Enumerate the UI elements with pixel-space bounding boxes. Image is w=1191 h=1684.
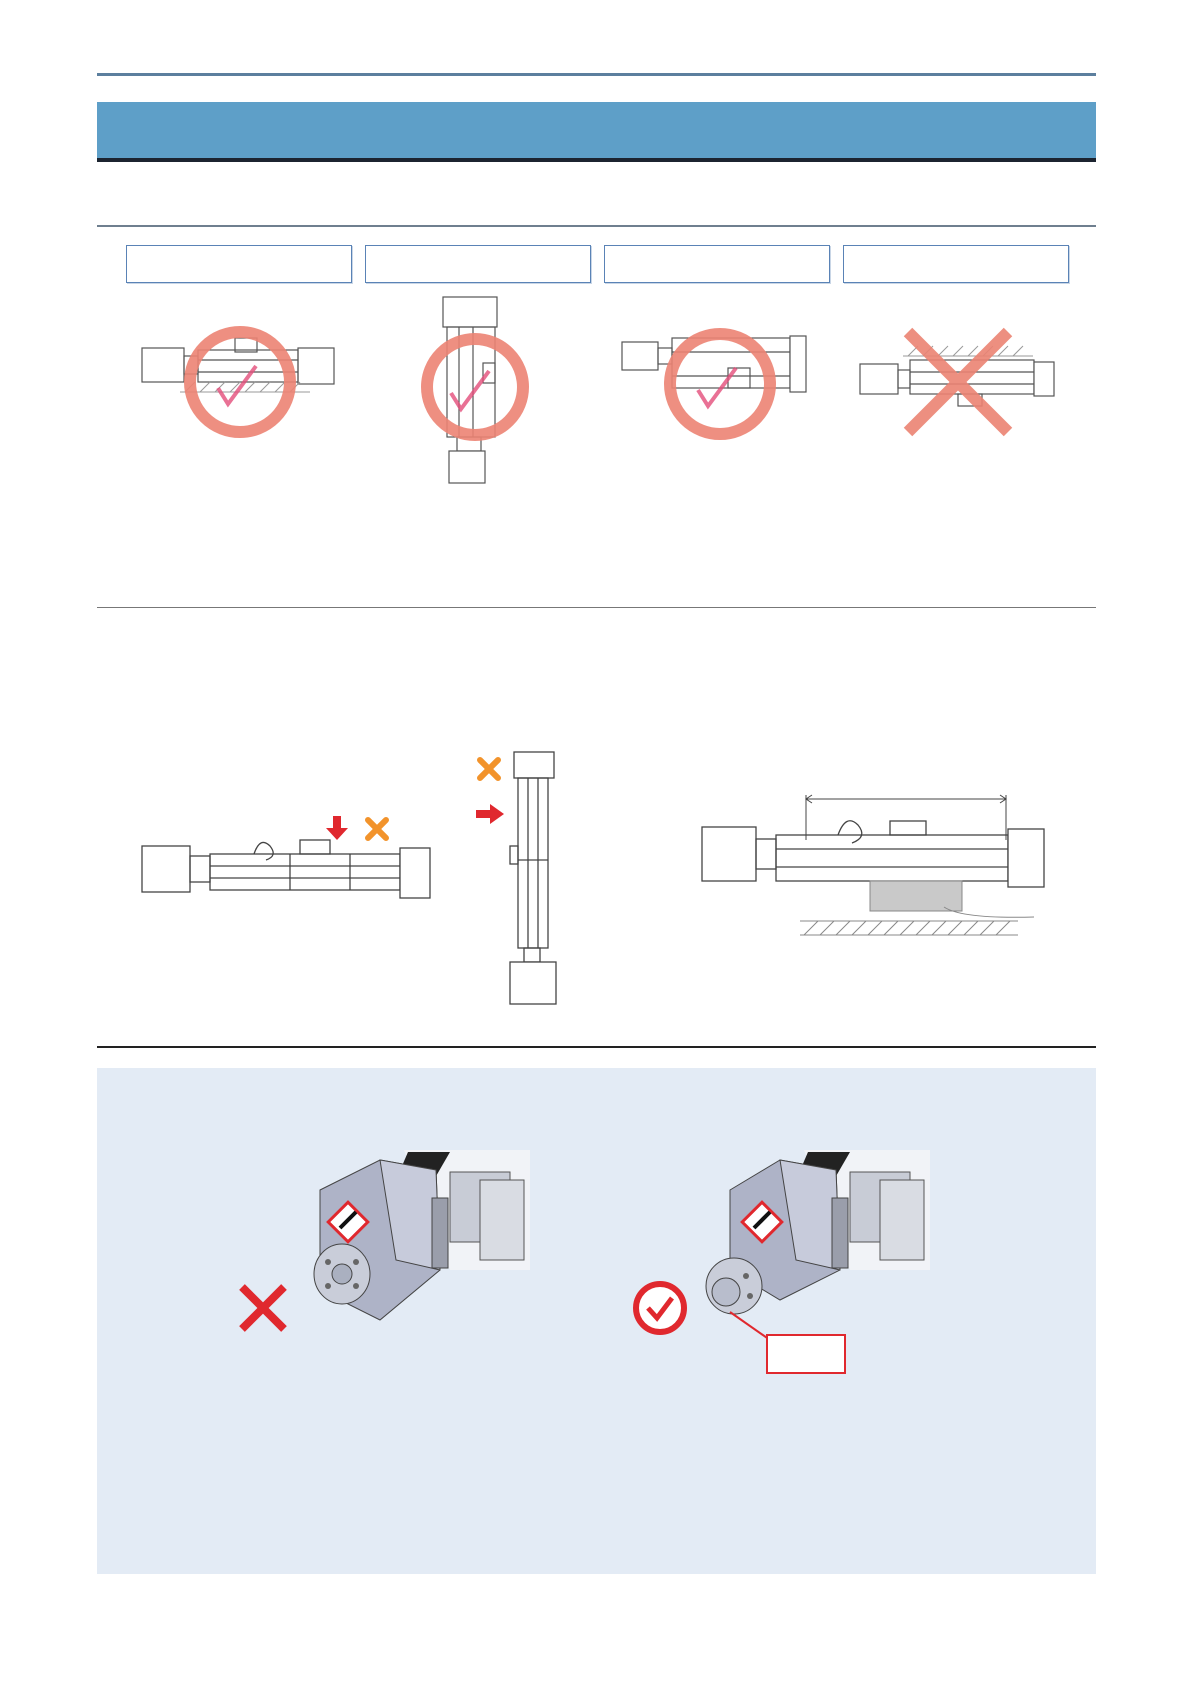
force-arrow-right-icon [476,804,504,824]
warning-x-icon [368,820,386,838]
mount-figure-4 [858,328,1058,448]
rod-end-figure-ok [700,1150,930,1340]
section-header-bar [97,102,1096,158]
mount-figure-3 [620,328,820,448]
top-rule [97,73,1096,76]
mount-figure-2 [415,295,545,495]
mount-tab-3 [604,245,830,283]
red-cross-icon [238,1283,288,1333]
section-header-underline [97,158,1096,162]
load-figure-horizontal [140,810,440,920]
mount-tab-2 [365,245,591,283]
mount-tab-1 [126,245,352,283]
force-arrow-down-icon [326,816,348,840]
adapter-callout-label [766,1334,846,1374]
load-figure-vertical [470,750,590,1010]
red-check-circle-icon [632,1280,688,1336]
section3-rule [97,1046,1096,1048]
support-figure [700,795,1050,945]
mount-figure-1 [140,320,340,440]
mount-tab-4 [843,245,1069,283]
section2-rule [97,607,1096,608]
rod-end-figure-ng [300,1150,530,1340]
ng-cross-icon [908,332,1008,432]
warning-x-icon [480,760,498,778]
section1-rule [97,225,1096,227]
support-block [870,881,962,911]
